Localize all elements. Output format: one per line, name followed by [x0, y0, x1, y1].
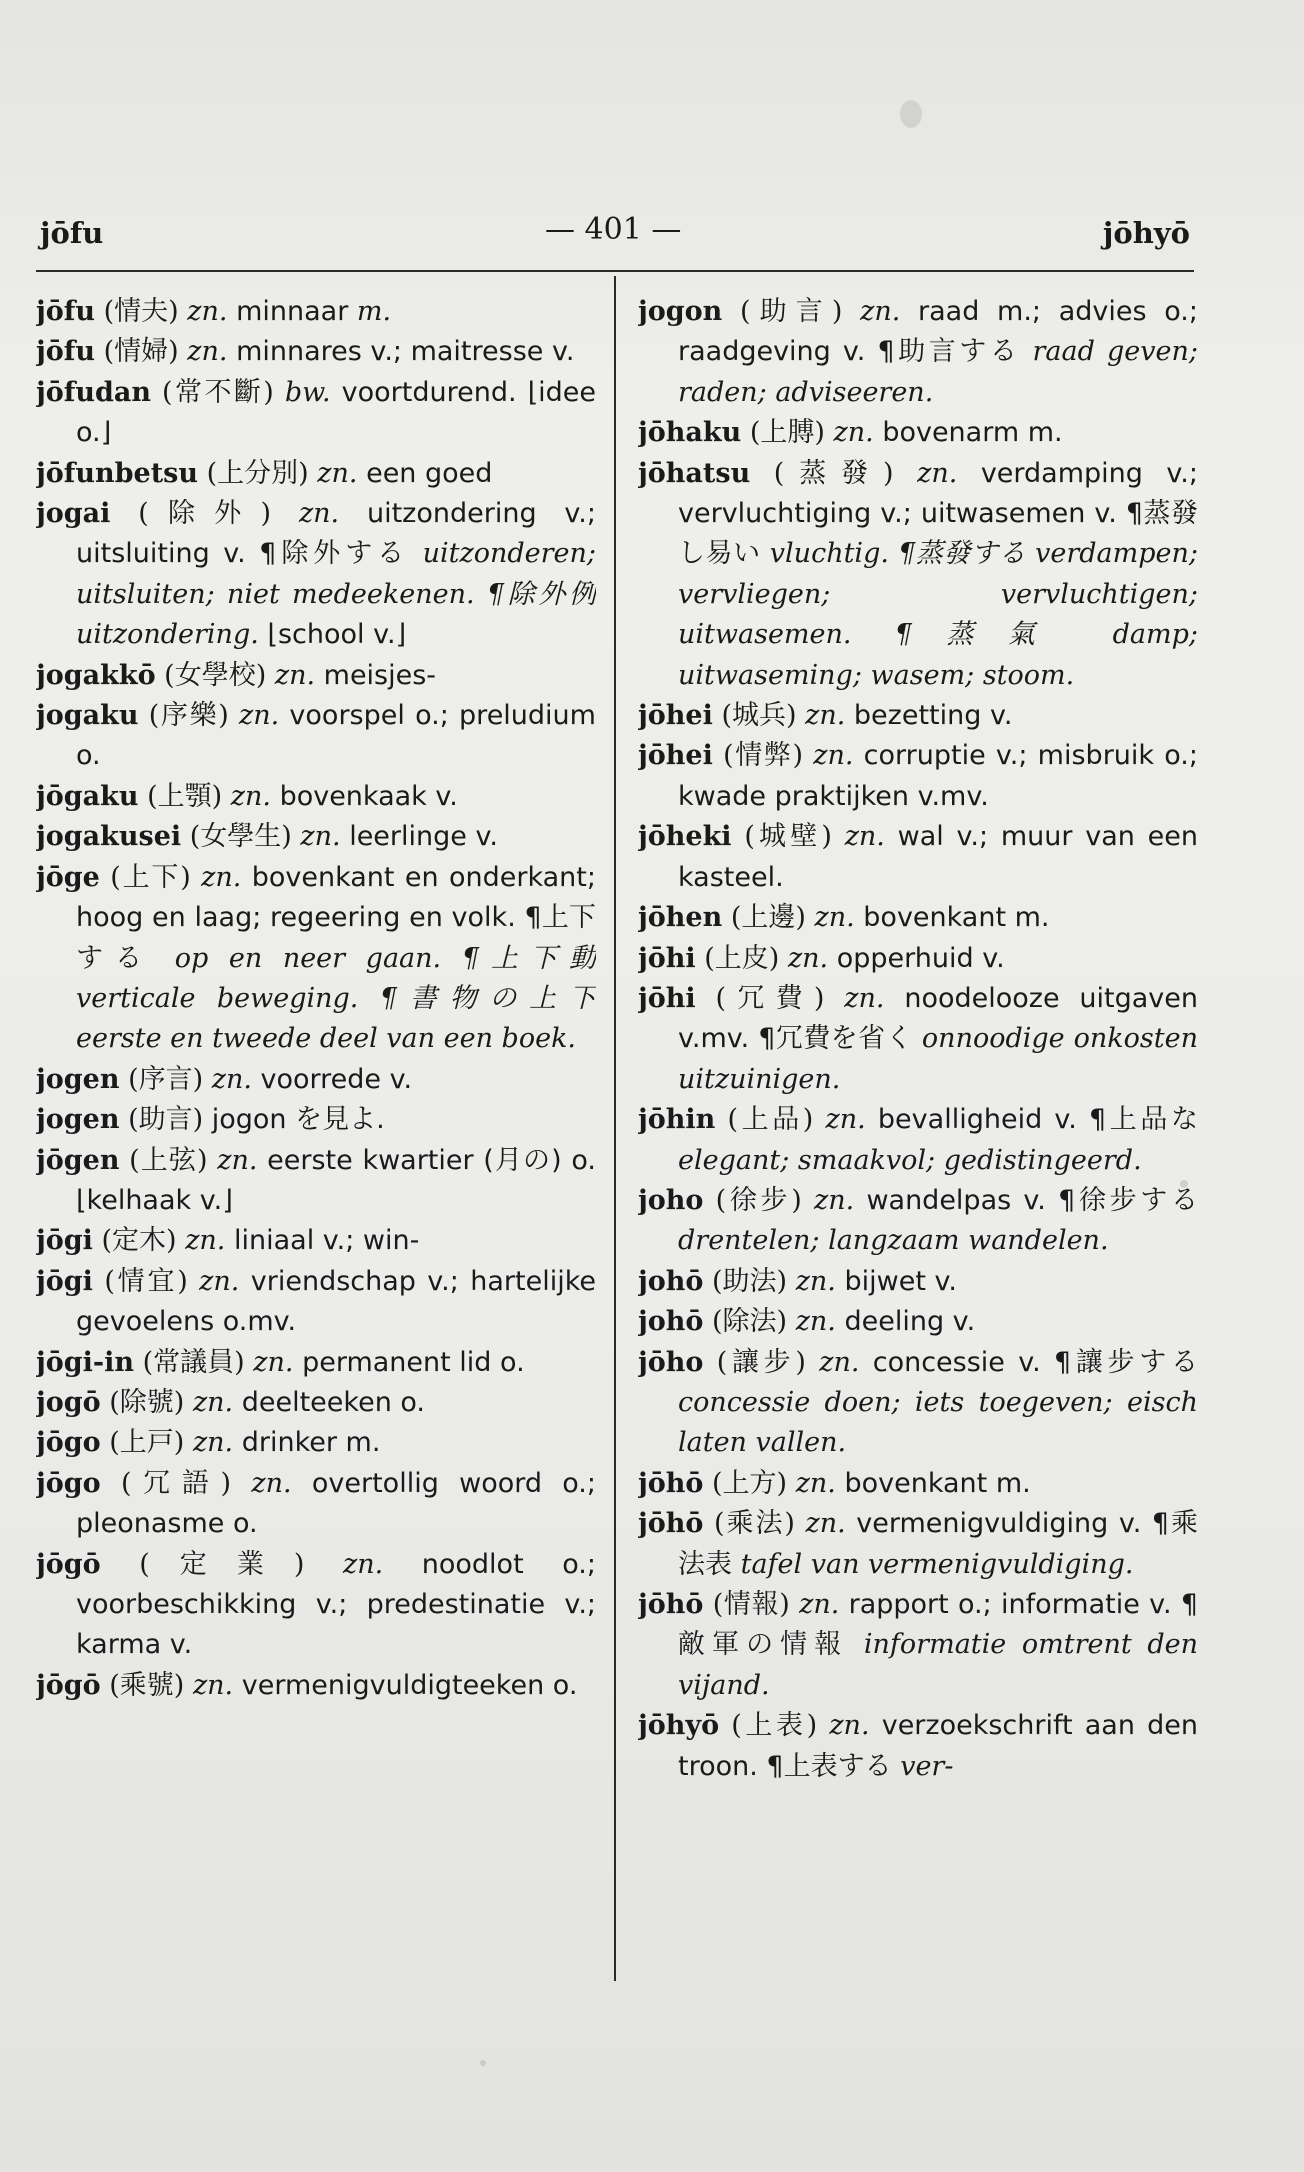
- entry-part-of-speech: zn.: [192, 1427, 234, 1459]
- entry-translation: drentelen; langzaam wandelen.: [678, 1225, 1109, 1257]
- paper-speck: [480, 2060, 486, 2066]
- entry-part-of-speech: zn.: [844, 982, 885, 1014]
- entry-headword: jōgen: [36, 1144, 120, 1176]
- entry-definition: bovenkaak v.: [279, 780, 458, 812]
- entry-kanji: (乘法): [713, 1508, 795, 1540]
- entry-headword: jōgi-in: [36, 1346, 135, 1378]
- entry-headword: jōgō: [36, 1669, 101, 1701]
- dictionary-entry: [36, 332, 596, 372]
- entry-kanji: (冗語): [120, 1467, 232, 1499]
- dictionary-entry: [638, 979, 1198, 1100]
- entry-headword: jogakusei: [36, 821, 182, 853]
- entry-kanji: (情婦): [103, 336, 179, 368]
- entry-definition: verdamping v.; vervluchtiging v.; uitwasemen v. ¶蒸發し易い: [678, 457, 1198, 570]
- entry-kanji: (上邊): [730, 902, 806, 934]
- entry-part-of-speech: zn.: [917, 457, 958, 489]
- entry-definition: voorspel o.; preludium o.: [76, 700, 596, 772]
- entry-definition: vermenigvuldiging v. ¶乘法表: [678, 1508, 1198, 1580]
- entry-headword: jōgaku: [36, 780, 139, 812]
- dictionary-entry: [36, 696, 596, 777]
- entry-part-of-speech: zn.: [187, 296, 228, 327]
- entry-translation: onnoodige onkosten uitzuinigen.: [678, 1023, 1198, 1095]
- entry-headword: jogaku: [36, 700, 139, 732]
- dictionary-entry: [36, 1383, 596, 1423]
- dictionary-entry: [36, 858, 596, 1060]
- dictionary-entry: [36, 1545, 596, 1666]
- entry-kanji: (除號): [109, 1386, 185, 1418]
- entry-part-of-speech: zn.: [799, 1589, 840, 1620]
- entry-part-of-speech: zn.: [814, 902, 855, 934]
- entry-headword: jōhaku: [638, 417, 742, 449]
- entry-headword: jōho: [638, 1346, 704, 1378]
- page-number: — 401 —: [545, 212, 682, 247]
- entry-definition: vriendschap v.; hartelijke gevoelens o.mv.: [76, 1265, 596, 1338]
- dictionary-entry: [638, 1262, 1198, 1302]
- entry-part-of-speech: zn.: [201, 861, 242, 893]
- entry-translation: informatie omtrent den vijand.: [678, 1629, 1198, 1701]
- entry-headword: joho: [638, 1184, 704, 1216]
- dictionary-entry: [638, 292, 1198, 413]
- entry-definition: minnares v.; maitresse v.: [236, 336, 575, 368]
- entry-definition: overtollig woord o.; pleonasme o.: [76, 1467, 596, 1540]
- dictionary-entry: [638, 696, 1198, 736]
- entry-kanji: (助法): [712, 1265, 788, 1297]
- entry-definition: deeling v.: [844, 1306, 976, 1338]
- entry-part-of-speech: zn.: [238, 700, 280, 732]
- entry-part-of-speech: zn.: [298, 498, 340, 530]
- entry-definition: deelteeken o.: [241, 1386, 426, 1418]
- dictionary-entry: [638, 817, 1198, 898]
- entry-headword: jōfu: [36, 336, 96, 368]
- entry-headword: jōfudan: [36, 376, 152, 408]
- entry-definition: liniaal v.; win-: [233, 1225, 420, 1257]
- dictionary-entry: [36, 777, 596, 817]
- entry-definition: bevalligheid v. ¶上品な: [877, 1104, 1198, 1136]
- entry-kanji: (情報): [712, 1589, 790, 1620]
- entry-definition: wal v.; muur van een kasteel.: [678, 821, 1198, 893]
- dictionary-entry: [36, 817, 596, 857]
- entry-headword: jōgō: [36, 1548, 101, 1580]
- entry-headword: jogō: [36, 1386, 101, 1418]
- entry-part-of-speech: zn.: [199, 1265, 240, 1297]
- entry-kanji: (上方): [712, 1467, 788, 1499]
- entry-part-of-speech: zn.: [795, 1467, 836, 1499]
- dictionary-entry: [36, 292, 596, 332]
- entry-part-of-speech: zn.: [795, 1306, 836, 1338]
- entry-kanji: (城壁): [744, 821, 832, 853]
- dictionary-entry: [36, 1100, 596, 1140]
- entry-kanji: (助言): [740, 296, 843, 327]
- entry-headword: jōgi: [36, 1225, 93, 1257]
- entry-headword: jōge: [36, 861, 100, 893]
- entry-part-of-speech: zn.: [251, 1467, 292, 1499]
- dictionary-entry: [36, 656, 596, 696]
- entry-kanji: (情夫): [103, 296, 179, 327]
- entry-kanji: (讓步): [716, 1346, 806, 1378]
- entry-headword: jōhin: [638, 1104, 716, 1136]
- dictionary-entry: [638, 898, 1198, 938]
- entry-headword: jogen: [36, 1063, 120, 1095]
- entry-headword: jōhō: [638, 1467, 704, 1499]
- entry-translation: uitzonderen; uitsluiten; niet medeekenen. ¶除外例 uitzondering.: [76, 538, 596, 651]
- entry-kanji: (女學生): [189, 821, 292, 853]
- entry-part-of-speech: zn.: [211, 1063, 252, 1095]
- dictionary-entry: [36, 1060, 596, 1100]
- dictionary-entry: [36, 1221, 596, 1261]
- entry-definition: bovenkant en onderkant; hoog en laag; regeering en volk. ¶上下する: [76, 861, 596, 974]
- entry-kanji: (定木): [101, 1225, 177, 1257]
- entry-part-of-speech: zn.: [253, 1346, 294, 1378]
- entry-headword: jogen: [36, 1104, 120, 1136]
- entry-headword: jōheki: [638, 821, 732, 853]
- entry-headword: jōhō: [638, 1589, 704, 1620]
- entry-definition: eerste kwartier (月の) o. ⌊kelhaak v.⌋: [76, 1144, 596, 1216]
- entry-definition: drinker m.: [241, 1427, 381, 1459]
- entry-headword: jōhyō: [638, 1710, 720, 1742]
- entry-translation: vluchtig. ¶蒸發する verdampen; vervliegen; vervluchtigen; uitwasemen. ¶蒸氣 damp; uitwaseming; wasem; stoom.: [678, 538, 1198, 691]
- entry-definition: permanent lid o.: [302, 1346, 525, 1378]
- entry-part-of-speech: zn.: [187, 336, 228, 368]
- entry-translation: raad geven; raden; adviseeren.: [678, 336, 1198, 408]
- entry-translation: tafel van vermenigvuldiging.: [740, 1548, 1134, 1580]
- entry-translation: op en neer gaan. ¶上下動 verticale beweging. ¶書物の上下 eerste en tweede deel van een boek.: [76, 942, 596, 1055]
- entry-part-of-speech: zn.: [833, 417, 874, 449]
- dictionary-entry: [638, 1585, 1198, 1706]
- entry-translation: ver-: [900, 1750, 954, 1782]
- entry-part-of-speech: zn.: [192, 1386, 234, 1418]
- entry-headword: jōgo: [36, 1467, 101, 1499]
- entry-definition: noodlot o.; voorbeschikking v.; predestinatie v.; karma v.: [76, 1548, 596, 1661]
- dictionary-entry: [36, 1423, 596, 1463]
- dictionary-entry: [36, 1343, 596, 1383]
- entry-part-of-speech: zn.: [317, 457, 358, 489]
- entry-kanji: (上膊): [749, 417, 825, 449]
- entry-definition: bezetting v.: [853, 700, 1013, 732]
- entry-kanji: (情弊): [723, 740, 804, 772]
- entry-gender: m.: [356, 296, 392, 327]
- entry-part-of-speech: zn.: [185, 1225, 226, 1257]
- entry-part-of-speech: zn.: [805, 1508, 846, 1540]
- entry-headword: jōfunbetsu: [36, 457, 199, 489]
- entry-headword: jōgi: [36, 1265, 93, 1297]
- entry-kanji: (情宜): [104, 1265, 188, 1297]
- dictionary-entry: [638, 454, 1198, 696]
- entry-definition: concessie v. ¶讓步する: [872, 1346, 1198, 1378]
- entry-kanji: (上顎): [147, 780, 223, 812]
- entry-kanji: (序樂): [148, 700, 229, 732]
- entry-part-of-speech: zn.: [274, 659, 316, 691]
- entry-part-of-speech: zn.: [844, 821, 885, 853]
- header-first-word: jōfu: [40, 216, 104, 250]
- entry-translation: elegant; smaakvol; gedistingeerd.: [678, 1144, 1142, 1176]
- dictionary-entry: [36, 494, 596, 656]
- header-last-word: jōhyō: [1102, 216, 1190, 250]
- entry-part-of-speech: zn.: [300, 821, 341, 853]
- right-column: [638, 292, 1198, 1982]
- entry-definition: vermenigvuldigteeken o.: [241, 1669, 578, 1701]
- entry-part-of-speech: zn.: [819, 1346, 860, 1378]
- entry-part-of-speech: zn.: [860, 296, 901, 327]
- entry-definition: voortdurend. ⌊idee o.⌋: [76, 376, 596, 449]
- entry-kanji: (助言): [128, 1104, 204, 1136]
- column-divider: [614, 276, 616, 1981]
- entry-definition: een goed: [366, 457, 493, 489]
- entry-kanji: (常不斷): [162, 376, 274, 408]
- entry-kanji: (徐步): [715, 1184, 802, 1216]
- entry-headword: jōfu: [36, 296, 96, 327]
- entry-kanji: (蒸發): [773, 457, 894, 489]
- entry-part-of-speech: zn.: [342, 1548, 384, 1580]
- entry-definition: bovenkant m.: [844, 1467, 1031, 1499]
- dictionary-entry: [36, 1464, 596, 1545]
- entry-definition: uitzondering v.; uitsluiting v. ¶除外する: [76, 498, 596, 570]
- entry-part-of-speech: zn.: [813, 740, 854, 772]
- entry-headword: jōhei: [638, 700, 713, 732]
- entry-headword: jogakkō: [36, 659, 156, 691]
- entry-definition: verzoekschrift aan den troon. ¶上表する: [678, 1710, 1198, 1782]
- dictionary-entry: [638, 1343, 1198, 1464]
- dictionary-entry: [36, 373, 596, 454]
- entry-definition: wandelpas v. ¶徐步する: [866, 1184, 1198, 1216]
- entry-kanji: (上品): [727, 1104, 814, 1136]
- entry-definition: meisjes-: [323, 659, 437, 691]
- entry-part-of-speech: zn.: [813, 1184, 855, 1216]
- entry-kanji: (乘號): [109, 1669, 185, 1701]
- entry-kanji: (常議員): [142, 1346, 245, 1378]
- entry-kanji: (序言): [128, 1063, 204, 1095]
- dictionary-entry: [638, 1464, 1198, 1504]
- entry-kanji: (上弦): [129, 1144, 208, 1176]
- entry-definition: jogon を見よ.: [211, 1104, 385, 1136]
- dictionary-entry: [638, 736, 1198, 817]
- dictionary-entry: [638, 1302, 1198, 1342]
- entry-part-of-speech: zn.: [829, 1710, 870, 1742]
- dictionary-entry: [36, 1666, 596, 1706]
- entry-part-of-speech: zn.: [230, 780, 271, 812]
- paper-stain: [900, 100, 922, 128]
- entry-definition: leerlinge v.: [349, 821, 498, 853]
- entry-headword: jōhen: [638, 902, 723, 934]
- entry-definition: opperhuid v.: [836, 942, 1005, 974]
- entry-definition: bovenkant m.: [863, 902, 1050, 934]
- entry-headword: johō: [638, 1306, 704, 1338]
- entry-kanji: (城兵): [721, 700, 797, 732]
- dictionary-entry: [36, 454, 596, 494]
- entry-part-of-speech: bw.: [284, 376, 331, 408]
- entry-kanji: (上皮): [704, 942, 780, 974]
- dictionary-entry: [638, 1706, 1198, 1787]
- dictionary-entry: [36, 1262, 596, 1343]
- entry-kanji: (上表): [731, 1710, 818, 1742]
- header-rule: [36, 270, 1194, 272]
- entry-part-of-speech: zn.: [787, 942, 829, 974]
- entry-part-of-speech: zn.: [805, 700, 846, 732]
- entry-headword: johō: [638, 1265, 704, 1297]
- entry-headword: jōhi: [638, 982, 696, 1014]
- entry-definition: voorrede v.: [260, 1063, 413, 1095]
- entry-definition: rapport o.; informatie v. ¶敵軍の情報: [678, 1589, 1198, 1661]
- entry-definition: noodelooze uitgaven v.mv. ¶冗費を省く: [678, 982, 1198, 1055]
- entry-continuation: ⌊school v.⌋: [267, 619, 407, 651]
- dictionary-entry: [638, 1100, 1198, 1181]
- entry-definition: minnaar: [236, 296, 349, 327]
- entry-headword: jōhō: [638, 1508, 704, 1540]
- entry-headword: jōhatsu: [638, 457, 751, 489]
- entry-part-of-speech: zn.: [192, 1669, 234, 1701]
- entry-headword: jōgo: [36, 1427, 101, 1459]
- dictionary-entry: [36, 1141, 596, 1222]
- page-header: [40, 208, 1190, 256]
- entry-kanji: (女學校): [164, 659, 267, 691]
- entry-headword: jōhi: [638, 942, 696, 974]
- entry-kanji: (上分別): [206, 457, 309, 489]
- dictionary-entry: [638, 413, 1198, 453]
- entry-definition: bijwet v.: [844, 1265, 957, 1297]
- left-column: [36, 292, 596, 1982]
- entry-definition: bovenarm m.: [882, 417, 1063, 449]
- entry-part-of-speech: zn.: [217, 1144, 258, 1176]
- entry-kanji: (定業): [139, 1548, 305, 1580]
- entry-headword: jogai: [36, 498, 111, 530]
- entry-kanji: (除外): [138, 498, 272, 530]
- entry-headword: jogon: [638, 296, 723, 327]
- entry-part-of-speech: zn.: [825, 1104, 866, 1136]
- entry-kanji: (冗費): [715, 982, 825, 1014]
- entry-definition: corruptie v.; misbruik o.; kwade praktijken v.mv.: [678, 740, 1198, 812]
- entry-kanji: (除法): [712, 1306, 788, 1338]
- entry-headword: jōhei: [638, 740, 713, 772]
- entry-definition: raad m.; advies o.; raadgeving v. ¶助言する: [678, 296, 1198, 368]
- dictionary-entry: [638, 939, 1198, 979]
- dictionary-entry: [638, 1181, 1198, 1262]
- dictionary-entry: [638, 1504, 1198, 1585]
- entry-part-of-speech: zn.: [795, 1265, 836, 1297]
- entry-translation: concessie doen; iets toegeven; eisch laten vallen.: [678, 1386, 1198, 1459]
- entry-kanji: (上戸): [109, 1427, 185, 1459]
- entry-kanji: (上下): [110, 861, 191, 893]
